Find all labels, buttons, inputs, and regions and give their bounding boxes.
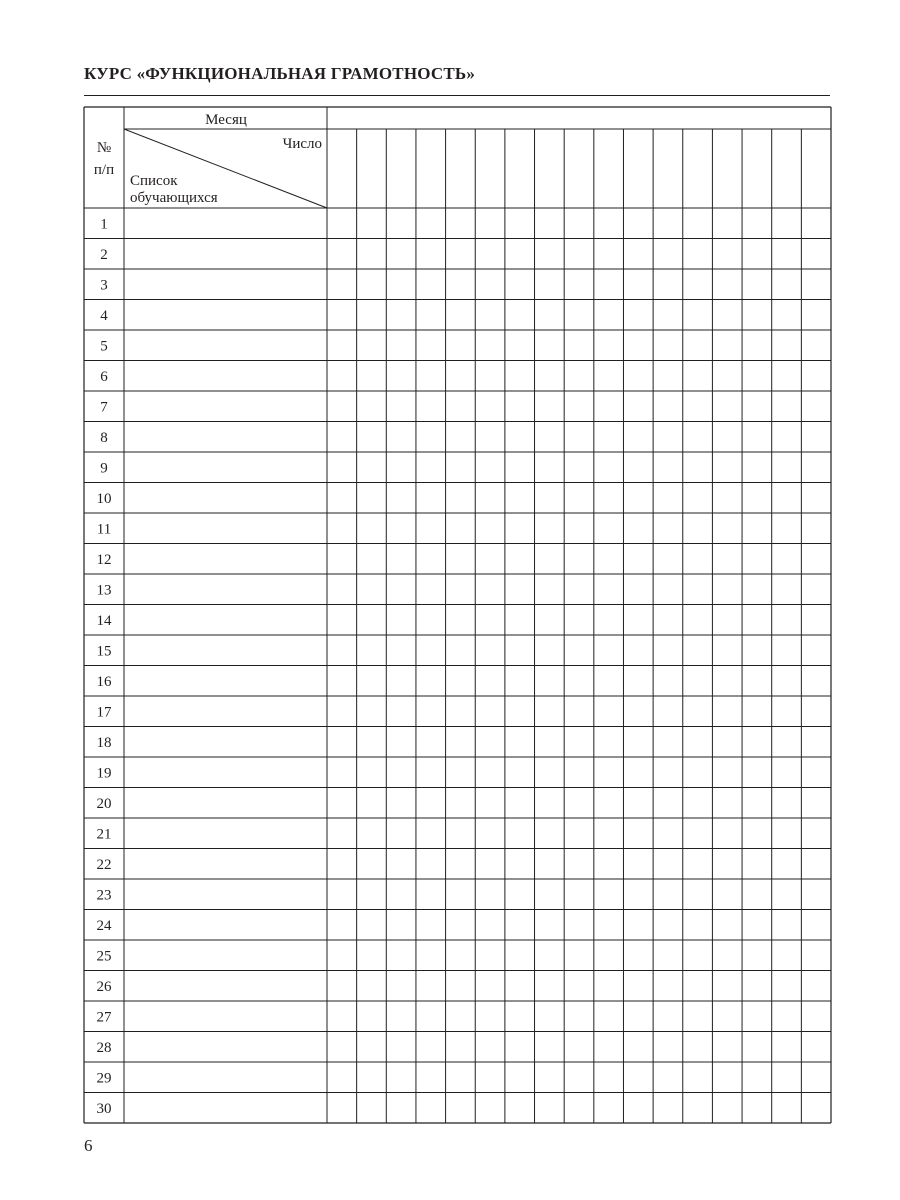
row-number: 29: [96, 1070, 112, 1087]
row-number: 7: [100, 399, 108, 416]
row-number: 11: [96, 521, 112, 538]
students-header-line2: обучающихся: [130, 190, 218, 206]
row-number: 2: [100, 246, 108, 263]
row-number: 20: [96, 795, 112, 812]
date-header: Число: [282, 136, 322, 152]
row-number: 19: [96, 765, 112, 782]
page-number: 6: [84, 1136, 93, 1155]
students-header-line1: Список: [130, 173, 178, 189]
page-title: КУРС «ФУНКЦИОНАЛЬНАЯ ГРАМОТНОСТЬ»: [84, 64, 476, 83]
row-number: 5: [100, 338, 108, 355]
row-number: 3: [100, 277, 108, 294]
number-column-header-line1: №: [96, 140, 112, 156]
row-number: 14: [96, 612, 112, 629]
row-number: 28: [96, 1039, 112, 1056]
row-number: 22: [96, 856, 112, 873]
row-number: 13: [96, 582, 112, 599]
row-number: 26: [96, 978, 112, 995]
row-number: 4: [100, 307, 108, 324]
row-number: 1: [100, 216, 108, 233]
row-number: 6: [100, 368, 108, 385]
number-column-header-line2: п/п: [93, 162, 115, 178]
table-grid: [84, 107, 831, 1123]
row-number: 25: [96, 948, 112, 965]
row-number: 8: [100, 429, 108, 446]
row-number: 17: [96, 704, 112, 721]
row-number: 15: [96, 643, 112, 660]
row-number: 12: [96, 551, 112, 568]
month-header: Месяц: [205, 112, 247, 128]
row-number: 23: [96, 887, 112, 904]
row-number-column: [97, 216, 113, 1117]
row-number: 27: [96, 1009, 112, 1026]
row-number: 30: [96, 1100, 112, 1117]
row-number: 10: [96, 490, 112, 507]
row-number: 21: [96, 826, 112, 843]
row-number: 9: [100, 460, 108, 477]
row-number: 24: [96, 917, 112, 934]
row-number: 16: [96, 673, 112, 690]
row-number: 18: [96, 734, 112, 751]
